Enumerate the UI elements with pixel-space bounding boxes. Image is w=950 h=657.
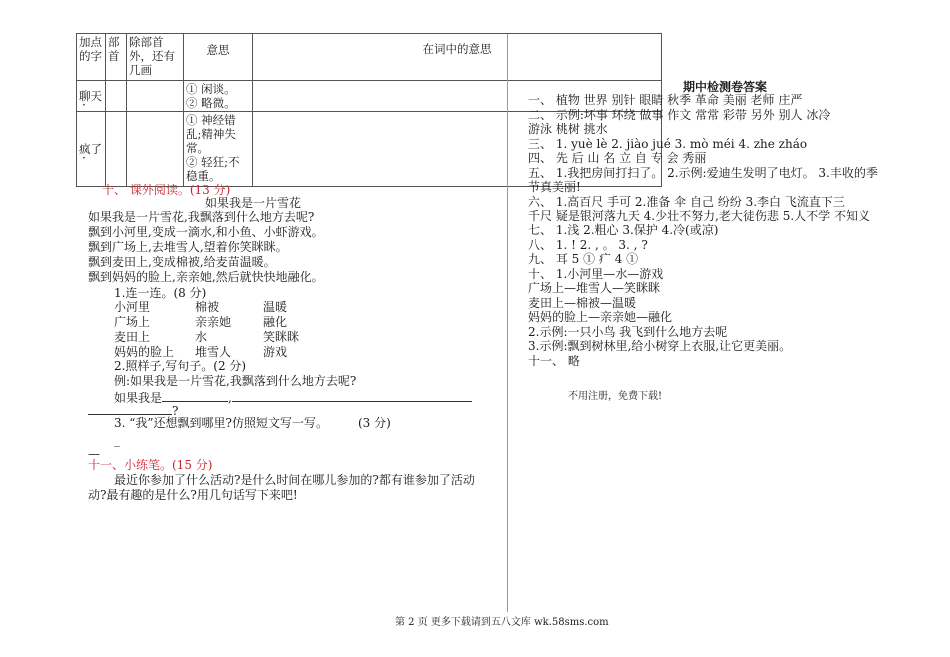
answer-line: 七、 1.浅 2.粗心 3.保护 4.冷(或凉) <box>528 223 719 237</box>
meaning-1: ① 闲谈。 <box>186 82 236 96</box>
column-divider <box>507 34 508 612</box>
answer-line: 2.示例:一只小鸟 我飞到什么地方去呢 <box>528 325 728 339</box>
answer-line: 3.示例:飘到树林里,给小树穿上衣服,让它更美丽。 <box>528 339 792 353</box>
fill-comma: , <box>228 391 232 405</box>
example-sentence: 例:如果我是一片雪花,我飘落到什么地方去呢? <box>114 374 357 388</box>
row-char: 疯了 <box>79 142 102 156</box>
question-1: 1.连一连。(8 分) <box>114 286 207 300</box>
section10-heading: 十、 课外阅读。(13 分) <box>102 183 231 197</box>
question-2: 2.照样子,写句子。(2 分) <box>114 359 247 373</box>
answer-line: 千尺 疑是银河落九天 4.少壮不努力,老大徒伤悲 5.人不学 不知义 <box>528 209 870 223</box>
match-right: 游戏 <box>263 345 288 359</box>
page-footer: 第 2 页 更多下载请到五八文库 wk.58sms.com <box>395 617 609 628</box>
match-mid: 棉被 <box>195 300 220 314</box>
poem-line: 飘到妈妈的脸上,亲亲她,然后就快快地融化。 <box>88 270 324 284</box>
fill-start: 如果我是 <box>114 391 163 405</box>
answer-line: 十、 1.小河里—水—游戏 <box>528 267 664 281</box>
meaning-2: ② 轻狂;不稳重。 <box>186 155 240 183</box>
blank-3[interactable] <box>88 402 172 415</box>
blank-2[interactable] <box>232 389 472 402</box>
fill-end: ? <box>172 404 179 418</box>
match-left: 广场上 <box>114 315 151 329</box>
poem-line: 如果我是一片雪花,我飘落到什么地方去呢? <box>88 210 315 224</box>
meaning-2: ② 略微。 <box>186 96 236 110</box>
answer-line: 一、 植物 世界 别针 眼睛 秋季 革命 美丽 老师 庄严 <box>528 93 803 107</box>
answer-line: 十一、 略 <box>528 354 580 368</box>
answer-line: 四、 先 后 山 名 立 自 专 会 秀丽 <box>528 151 707 165</box>
meaning-1: ① 神经错乱;精神失常。 <box>186 113 236 155</box>
answer-dash-2: — <box>88 447 100 461</box>
answer-line: 节真美丽! <box>528 180 581 194</box>
question-3: 3. “我”还想飘到哪里?仿照短文写一写。 (3 分) <box>114 416 391 430</box>
match-left: 妈妈的脸上 <box>114 345 175 359</box>
match-left: 麦田上 <box>114 330 151 344</box>
answer-line: 六、 1.高百尺 手可 2.准备 伞 自己 纷纷 3.李白 飞流直下三 <box>528 195 845 209</box>
poem-line: 飘到麦田上,变成棉被,给麦苗温暖。 <box>88 255 276 269</box>
match-right: 温暖 <box>263 300 288 314</box>
poem-line: 飘到广场上,去堆雪人,望着你笑眯眯。 <box>88 240 288 254</box>
poem-title: 如果我是一片雪花 <box>205 196 302 210</box>
table-header-row <box>77 34 662 81</box>
match-mid: 亲亲她 <box>195 315 232 329</box>
section11-line: 动?最有趣的是什么?用几句话写下来吧! <box>88 488 298 502</box>
header-strokes: 除部首外，还有几画 <box>127 34 184 81</box>
section11-heading: 十一、小练笔。(15 分) <box>88 458 213 472</box>
section11-line: 最近你参加了什么活动?是什么时间在哪儿参加的?都有谁参加了活动 <box>114 473 475 487</box>
match-right: 融化 <box>263 315 288 329</box>
answer-line: 八、 1. ! 2. , 。 3. , ? <box>528 238 648 252</box>
free-download-note: 不用注册，免费下载! <box>568 391 663 402</box>
poem-line: 飘到小河里,变成一滴水,和小鱼、小虾游戏。 <box>88 225 324 239</box>
match-right: 笑眯眯 <box>263 330 300 344</box>
answers-title: 期中检测卷答案 <box>683 80 768 94</box>
answer-dash: _ <box>114 433 120 447</box>
answer-line: 三、 1. yuè lè 2. jiào jué 3. mò méi 4. zhe zháo <box>528 137 808 151</box>
header-context-meaning: 在词中的意思 <box>253 34 662 81</box>
answer-line: 游泳 桃树 挑水 <box>528 122 608 136</box>
answer-line: 广场上—堆雪人—笑眯眯 <box>528 281 661 295</box>
answer-line: 九、 耳 5 ① 疒 4 ① <box>528 252 639 266</box>
answer-line: 麦田上—棉被—温暖 <box>528 296 637 310</box>
answer-line: 妈妈的脸上—亲亲她—融化 <box>528 310 673 324</box>
header-radical: 部首 <box>106 34 127 81</box>
answer-line: 五、 1.我把房间打扫了。 2.示例:爱迪生发明了电灯。 3.丰收的季 <box>528 166 878 180</box>
row-char: 聊天 <box>79 89 102 103</box>
match-mid: 堆雪人 <box>195 345 232 359</box>
header-meaning: 意思 <box>184 34 253 81</box>
header-char: 加点的字 <box>77 34 106 81</box>
answer-line: 二、 示例:坏事 环绕 做事 作文 常常 彩带 另外 别人 冰冷 <box>528 108 831 122</box>
match-mid: 水 <box>195 330 208 344</box>
match-left: 小河里 <box>114 300 151 314</box>
blank-1[interactable] <box>162 389 228 402</box>
